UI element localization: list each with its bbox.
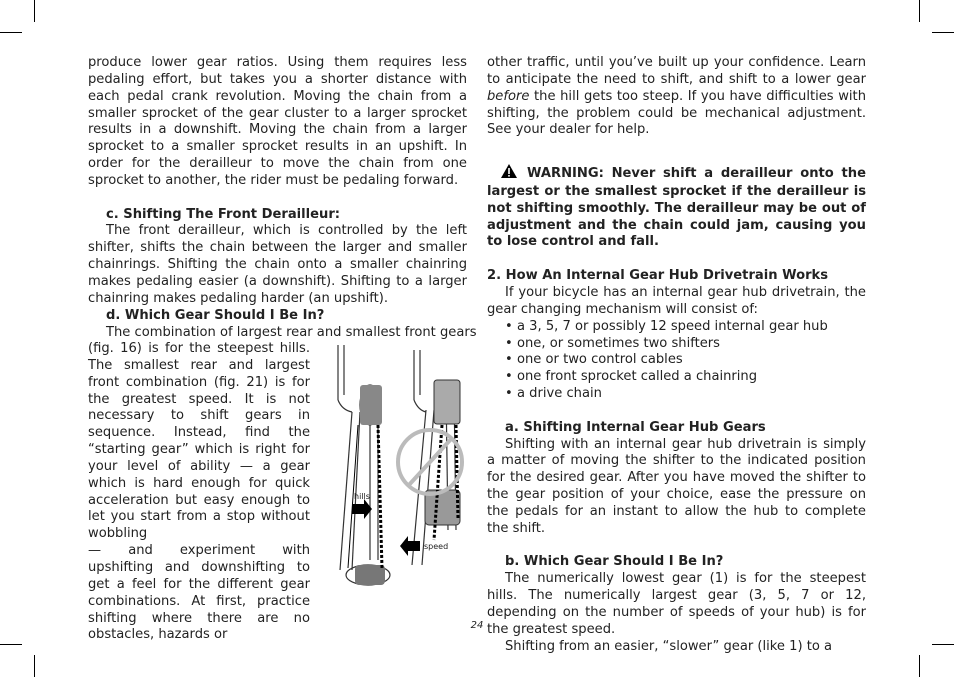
paragraph: The front derailleur, which is controlled by the left shifter, shifts the chain between the larger and smaller chainrings. Shifting the chain onto a smaller chainring makes pedaling easier (a downshift). Shifting to a larger chainring makes pedaling harder (an upshift). bbox=[88, 223, 467, 306]
bullet-list bbox=[487, 319, 866, 403]
crop-mark bbox=[0, 644, 22, 645]
crop-mark bbox=[34, 655, 35, 677]
left-column bbox=[88, 55, 477, 341]
paragraph: The combination of largest rear and smallest front gears bbox=[106, 324, 477, 340]
paragraph: The numerically lowest gear (1) is for the steepest hills. The numerically largest gear (3, 5, 7 or 12, depending on the number of speeds of your hub) is for the greatest speed. bbox=[487, 571, 866, 637]
section-heading: c. Shifting The Front Derailleur: bbox=[106, 206, 341, 222]
paragraph bbox=[487, 55, 866, 139]
paragraph: produce lower gear ratios. Using them requires less pedaling effort, but takes you a shorter distance with each pedal crank revolution. Moving the chain from a smaller sprocket of the gear cluster to a larger sprocket results in a downshift. Moving the chain from a larger sprocket to a smaller sprocket results in an upshift. In order for the derailleur to move the chain from one sprocket to another, the rider must be pedaling forward. bbox=[88, 55, 467, 188]
list-item: • one front sprocket called a chainring bbox=[505, 369, 758, 385]
crop-mark bbox=[919, 655, 920, 677]
hills-label: hills bbox=[354, 492, 370, 501]
speed-label: speed bbox=[424, 542, 449, 551]
warning-text: WARNING: Never shift a derailleur onto the largest or the smallest sprocket if the derailleur is not shifting smoothly. The derailleur may be out of adjustment and the chain could jam, causing you to lose control and fall. bbox=[487, 166, 866, 250]
paragraph: Shifting from an easier, “slower” gear (like 1) to a bbox=[505, 638, 833, 654]
left-column-wrap bbox=[88, 341, 310, 644]
section-heading: b. Which Gear Should I Be In? bbox=[505, 554, 724, 570]
list-item: • a drive chain bbox=[505, 386, 602, 402]
section-heading: a. Shifting Internal Gear Hub Gears bbox=[505, 419, 766, 435]
crop-mark bbox=[932, 32, 954, 33]
paragraph: (fig. 16) is for the steepest hills. The smallest rear and largest front combination (fig. 21) is for the greatest speed. It is not necessary to shift gears in sequence. Instead, find the “starting gear” which is right for your level of ability — a gear which is hard enough for quick acceleration but easy enough to let you start from a stop without wobbling bbox=[88, 341, 310, 542]
list-item: • one or two control cables bbox=[505, 352, 683, 368]
crop-mark bbox=[0, 32, 22, 33]
paragraph: — and experiment with upshifting and downshifting to get a feel for the different gear combinations. At first, practice shifting where there are no obstacles, hazards or bbox=[88, 543, 310, 643]
warning-icon bbox=[501, 164, 517, 184]
right-column bbox=[487, 55, 866, 656]
list-item: • one, or sometimes two shifters bbox=[505, 335, 721, 351]
paragraph: If your bicycle has an internal gear hub drivetrain, the gear changing mechanism will consist of: bbox=[487, 284, 866, 317]
section-heading: 2. How An Internal Gear Hub Drivetrain Works bbox=[487, 268, 829, 284]
list-item: • a 3, 5, 7 or possibly 12 speed internal gear hub bbox=[505, 318, 828, 334]
section-heading: d. Which Gear Should I Be In? bbox=[106, 307, 325, 323]
text: the hill gets too steep. If you have difficulties with shifting, the problem could be mechanical adjustment. See your dealer for help. bbox=[487, 88, 866, 138]
emphasis: before bbox=[487, 88, 530, 104]
paragraph: Shifting with an internal gear hub drivetrain is simply a matter of moving the shifter to the indicated position for the desired gear. After you have moved the shifter to the gear position of your choice, ease the pressure on the pedals for an instant to allow the hub to complete the shift. bbox=[487, 436, 866, 536]
crop-mark bbox=[932, 644, 954, 645]
crop-mark bbox=[919, 0, 920, 22]
drivetrain-illustration bbox=[330, 340, 475, 600]
crop-mark bbox=[34, 0, 35, 22]
page-number: 24 bbox=[470, 620, 484, 631]
warning-block bbox=[487, 164, 866, 251]
gear-figure bbox=[330, 340, 475, 600]
text: other traffic, until you’ve built up your confidence. Learn to anticipate the need to shift, and shift to a lower gear bbox=[487, 55, 866, 87]
